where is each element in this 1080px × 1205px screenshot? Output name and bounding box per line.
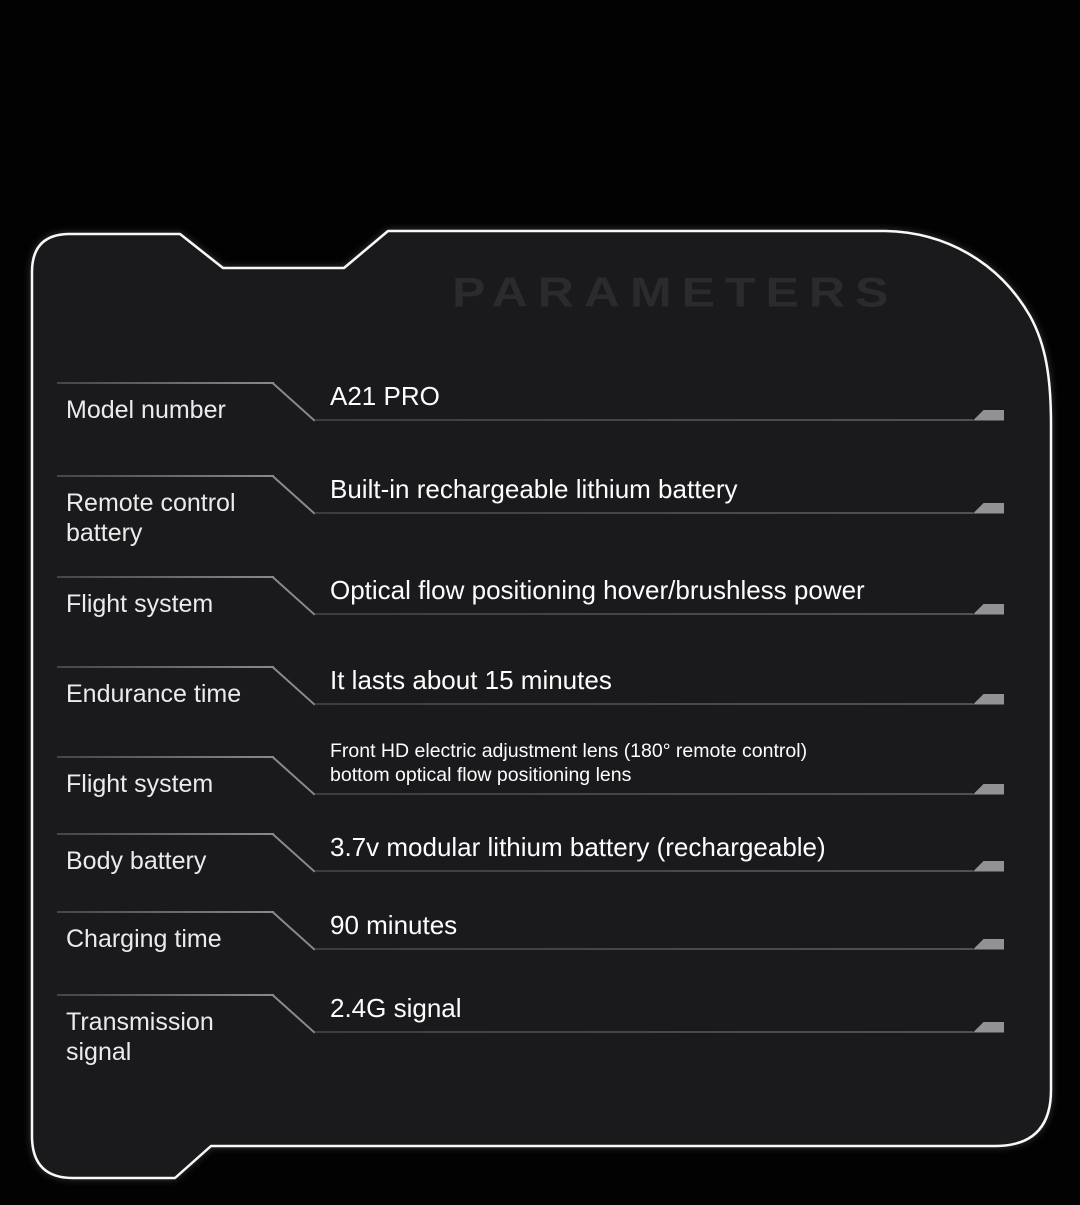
spec-value: 2.4G signal	[330, 993, 462, 1023]
row-bracket-line	[57, 833, 274, 835]
row-bracket-diagonal	[272, 576, 316, 616]
row-bracket-diagonal	[272, 833, 316, 873]
row-bracket-line	[57, 382, 274, 384]
spec-value: Built-in rechargeable lithium battery	[330, 474, 738, 504]
spec-label: Remote control battery	[66, 489, 236, 547]
spec-value-line-2: bottom optical flow positioning lens	[330, 764, 632, 786]
spec-row-transmission-signal	[57, 994, 1003, 1124]
row-divider-line	[315, 870, 973, 872]
row-bracket-diagonal	[272, 475, 316, 515]
spec-value: 90 minutes	[330, 910, 458, 940]
row-divider-line	[315, 948, 973, 950]
row-bracket-line	[57, 666, 274, 668]
spec-label: Flight system	[66, 770, 214, 798]
spec-value-line-1: Front HD electric adjustment lens (180° remote control)	[330, 740, 808, 762]
row-bracket-line	[57, 911, 274, 913]
row-bracket-line	[57, 576, 274, 578]
row-divider-line	[315, 419, 973, 421]
spec-label: Body battery	[66, 847, 207, 875]
row-divider-line	[315, 512, 973, 514]
row-bracket-diagonal	[272, 911, 316, 951]
row-bracket-line	[57, 475, 274, 477]
spec-value: A21 PRO	[330, 381, 440, 411]
row-bracket-line	[57, 756, 274, 758]
row-bracket-line	[57, 994, 274, 996]
spec-label: Transmission signal	[66, 1008, 214, 1066]
row-bracket-diagonal	[272, 994, 316, 1034]
row-divider-line	[315, 1031, 973, 1033]
spec-value: It lasts about 15 minutes	[330, 665, 612, 695]
row-bracket-diagonal	[272, 666, 316, 706]
spec-label: Flight system	[66, 590, 214, 618]
spec-value: Optical flow positioning hover/brushless power	[330, 575, 865, 605]
row-divider-line	[315, 793, 973, 795]
row-divider-line	[315, 703, 973, 705]
row-divider-line	[315, 613, 973, 615]
spec-label: Charging time	[66, 925, 222, 953]
parameters-title: PARAMETERS	[452, 268, 899, 316]
spec-label: Endurance time	[66, 680, 242, 708]
spec-value	[330, 739, 990, 787]
row-bracket-diagonal	[272, 382, 316, 422]
spec-value: 3.7v modular lithium battery (rechargeable)	[330, 832, 826, 862]
row-bracket-diagonal	[272, 756, 316, 796]
spec-label: Model number	[66, 396, 226, 424]
